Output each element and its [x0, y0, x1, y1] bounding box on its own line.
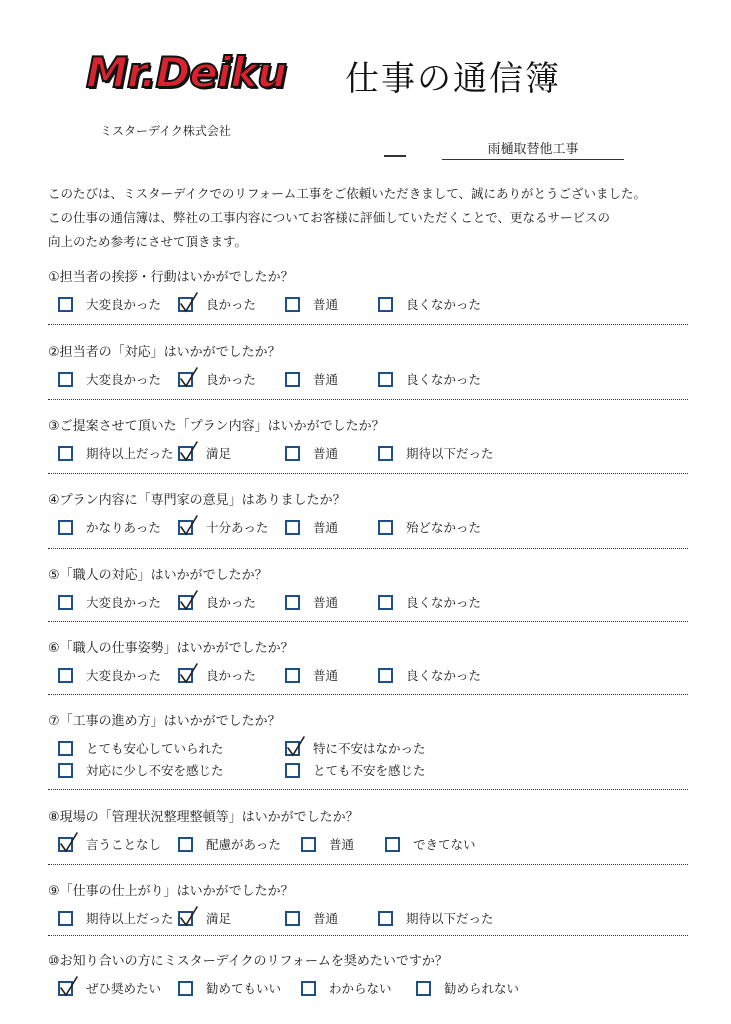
checkbox[interactable] — [285, 520, 300, 535]
checkbox[interactable] — [58, 981, 73, 996]
checkbox[interactable] — [58, 741, 73, 756]
checkbox[interactable] — [58, 763, 73, 778]
question-text: ⑤「職人の対応」はいかがでしたか？ — [48, 568, 268, 583]
option-label: 普通 — [313, 595, 339, 610]
option-label: とても安心していられた — [86, 741, 224, 756]
option-label: ぜひ奨めたい — [86, 981, 162, 996]
options-row — [48, 294, 688, 320]
check-mark-icon — [178, 589, 200, 613]
option-label: 普通 — [313, 520, 339, 535]
option-label: 期待以下だった — [406, 911, 494, 926]
checkbox[interactable] — [58, 595, 73, 610]
option-label: 普通 — [313, 297, 339, 312]
question-text: ③ご提案させて頂いた「プラン内容」はいかがでしたか？ — [48, 419, 385, 434]
company-name: ミスターデイク株式会社 — [100, 124, 231, 138]
option-4[interactable] — [378, 665, 481, 685]
option-1[interactable] — [58, 443, 174, 463]
checkbox[interactable] — [378, 520, 393, 535]
options-row — [48, 517, 688, 543]
checkbox[interactable] — [58, 297, 73, 312]
option-label: 特に不安はなかった — [313, 741, 426, 756]
option-label: 満足 — [206, 911, 232, 926]
option-2[interactable] — [285, 738, 426, 758]
option-2[interactable] — [178, 908, 231, 928]
option-3[interactable] — [301, 978, 392, 998]
checkbox[interactable] — [178, 837, 193, 852]
option-3[interactable] — [285, 592, 338, 612]
option-label: できてない — [413, 837, 476, 852]
company-logo: Mr.Deiku — [86, 48, 287, 97]
checkbox[interactable] — [285, 763, 300, 778]
option-4[interactable] — [385, 834, 476, 854]
checkbox[interactable] — [285, 741, 300, 756]
option-label: 良かった — [206, 595, 257, 610]
checkbox[interactable] — [178, 668, 193, 683]
check-mark-icon — [285, 735, 307, 759]
intro-line: この仕事の通信簿は、弊社の工事内容についてお客様に評価していただくことで、更なるサービスの — [48, 210, 611, 225]
option-2[interactable] — [178, 978, 281, 998]
checkbox[interactable] — [285, 668, 300, 683]
question-9 — [48, 882, 688, 934]
option-1[interactable] — [58, 834, 161, 854]
option-label: 対応に少し不安を感じた — [86, 763, 224, 778]
option-2[interactable] — [178, 665, 256, 685]
checkbox[interactable] — [178, 372, 193, 387]
intro-line: 向上のため参考にさせて頂きます。 — [48, 234, 248, 249]
options-row — [48, 443, 688, 469]
option-label: 満足 — [206, 446, 232, 461]
name-blank-dash — [384, 155, 406, 157]
option-2[interactable] — [178, 294, 256, 314]
dotted-separator — [48, 473, 688, 474]
checkbox[interactable] — [378, 446, 393, 461]
checkbox[interactable] — [385, 837, 400, 852]
option-1[interactable] — [58, 738, 224, 758]
option-3[interactable] — [285, 517, 338, 537]
option-label: 期待以上だった — [86, 911, 174, 926]
checkbox[interactable] — [58, 837, 73, 852]
checkbox[interactable] — [285, 595, 300, 610]
check-mark-icon — [178, 366, 200, 390]
option-1[interactable] — [58, 592, 161, 612]
option-2[interactable] — [178, 443, 231, 463]
option-4[interactable] — [378, 592, 481, 612]
checkbox[interactable] — [178, 297, 193, 312]
checkbox[interactable] — [378, 297, 393, 312]
question-text: ①担当者の挨拶・行動はいかがでしたか？ — [48, 270, 294, 285]
option-2[interactable] — [178, 834, 281, 854]
question-6 — [48, 639, 688, 691]
checkbox[interactable] — [378, 595, 393, 610]
question-text: ⑩お知り合いの方にミスターデイクのリフォームを奨めたいですか？ — [48, 954, 448, 969]
option-1[interactable] — [58, 665, 161, 685]
option-label: 普通 — [313, 446, 339, 461]
options-row — [48, 738, 688, 786]
checkbox[interactable] — [178, 446, 193, 461]
checkbox[interactable] — [58, 668, 73, 683]
options-row — [48, 665, 688, 691]
dotted-separator — [48, 864, 688, 865]
option-4[interactable] — [378, 908, 494, 928]
options-row — [48, 592, 688, 618]
option-4[interactable] — [285, 760, 426, 780]
options-row — [48, 369, 688, 395]
question-text: ②担当者の「対応」はいかがでしたか？ — [48, 345, 281, 360]
checkbox[interactable] — [301, 981, 316, 996]
option-4[interactable] — [378, 517, 481, 537]
option-label: 言うことなし — [86, 837, 162, 852]
checkbox[interactable] — [285, 372, 300, 387]
checkbox[interactable] — [378, 911, 393, 926]
option-3[interactable] — [285, 294, 338, 314]
option-3[interactable] — [58, 760, 224, 780]
option-label: 十分あった — [206, 520, 269, 535]
question-7 — [48, 712, 688, 786]
question-text: ⑦「工事の進め方」はいかがでしたか？ — [48, 714, 281, 729]
option-label: とても不安を感じた — [313, 763, 426, 778]
option-label: 大変良かった — [86, 372, 162, 387]
option-label: 良かった — [206, 297, 257, 312]
option-3[interactable] — [301, 834, 354, 854]
check-mark-icon — [178, 291, 200, 315]
option-label: 良くなかった — [406, 668, 482, 683]
check-mark-icon — [58, 975, 80, 999]
option-3[interactable] — [285, 908, 338, 928]
checkbox[interactable] — [416, 981, 431, 996]
check-mark-icon — [178, 440, 200, 464]
question-text: ⑨「仕事の仕上がり」はいかがでしたか？ — [48, 884, 294, 899]
option-label: 期待以上だった — [86, 446, 174, 461]
option-label: 良くなかった — [406, 372, 482, 387]
check-mark-icon — [58, 831, 80, 855]
option-label: かなりあった — [86, 520, 161, 535]
question-8 — [48, 808, 688, 860]
option-1[interactable] — [58, 517, 161, 537]
options-row — [48, 978, 688, 1004]
option-label: 普通 — [329, 837, 355, 852]
checkbox[interactable] — [178, 595, 193, 610]
dotted-separator — [48, 935, 688, 936]
option-label: 殆どなかった — [406, 520, 482, 535]
intro-line: このたびは、ミスターデイクでのリフォーム工事をご依頼いただきまして、誠にありがとうございました。 — [48, 186, 647, 201]
option-label: 良かった — [206, 372, 257, 387]
question-text: ⑥「職人の仕事姿勢」はいかがでしたか？ — [48, 641, 294, 656]
options-row — [48, 834, 688, 860]
checkbox[interactable] — [58, 446, 73, 461]
question-text: ④プラン内容に「専門家の意見」はありましたか？ — [48, 493, 346, 508]
document-title: 仕事の通信簿 — [345, 59, 561, 99]
checkbox[interactable] — [285, 297, 300, 312]
option-label: 大変良かった — [86, 297, 162, 312]
check-mark-icon — [178, 514, 200, 538]
checkbox[interactable] — [178, 911, 193, 926]
checkbox[interactable] — [285, 911, 300, 926]
question-4 — [48, 491, 688, 543]
options-row — [48, 908, 688, 934]
dotted-separator — [48, 324, 688, 325]
option-2[interactable] — [178, 517, 268, 537]
question-1 — [48, 268, 688, 320]
option-label: 良くなかった — [406, 595, 482, 610]
question-5 — [48, 566, 688, 618]
checkbox[interactable] — [285, 446, 300, 461]
option-2[interactable] — [178, 592, 256, 612]
checkbox[interactable] — [301, 837, 316, 852]
option-4[interactable] — [416, 978, 519, 998]
checkbox[interactable] — [178, 520, 193, 535]
dotted-separator — [48, 548, 688, 549]
option-1[interactable] — [58, 978, 161, 998]
dotted-separator — [48, 694, 688, 695]
option-label: 配慮があった — [206, 837, 281, 852]
option-3[interactable] — [285, 369, 338, 389]
work-name: 雨樋取替他工事 — [442, 138, 624, 160]
option-label: 勧められない — [444, 981, 520, 996]
checkbox[interactable] — [58, 911, 73, 926]
option-label: 大変良かった — [86, 668, 162, 683]
option-4[interactable] — [378, 294, 481, 314]
option-3[interactable] — [285, 443, 338, 463]
check-mark-icon — [178, 662, 200, 686]
question-3 — [48, 417, 688, 469]
checkbox[interactable] — [178, 981, 193, 996]
option-label: 普通 — [313, 668, 339, 683]
option-label: 勧めてもいい — [206, 981, 282, 996]
option-label: 良くなかった — [406, 297, 482, 312]
checkbox[interactable] — [58, 372, 73, 387]
option-label: 普通 — [313, 372, 339, 387]
option-label: 期待以下だった — [406, 446, 494, 461]
option-label: 普通 — [313, 911, 339, 926]
option-2[interactable] — [178, 369, 256, 389]
option-4[interactable] — [378, 443, 494, 463]
option-1[interactable] — [58, 294, 161, 314]
question-10 — [48, 952, 688, 1004]
option-4[interactable] — [378, 369, 481, 389]
question-2 — [48, 343, 688, 395]
check-mark-icon — [178, 905, 200, 929]
option-1[interactable] — [58, 908, 174, 928]
intro-text — [48, 182, 688, 254]
option-label: 大変良かった — [86, 595, 162, 610]
checkbox[interactable] — [58, 520, 73, 535]
option-1[interactable] — [58, 369, 161, 389]
dotted-separator — [48, 789, 688, 790]
dotted-separator — [48, 621, 688, 622]
question-text: ⑧現場の「管理状況整理整頓等」はいかがでしたか？ — [48, 810, 359, 825]
option-label: わからない — [329, 981, 392, 996]
option-label: 良かった — [206, 668, 257, 683]
checkbox[interactable] — [378, 668, 393, 683]
option-3[interactable] — [285, 665, 338, 685]
dotted-separator — [48, 399, 688, 400]
checkbox[interactable] — [378, 372, 393, 387]
